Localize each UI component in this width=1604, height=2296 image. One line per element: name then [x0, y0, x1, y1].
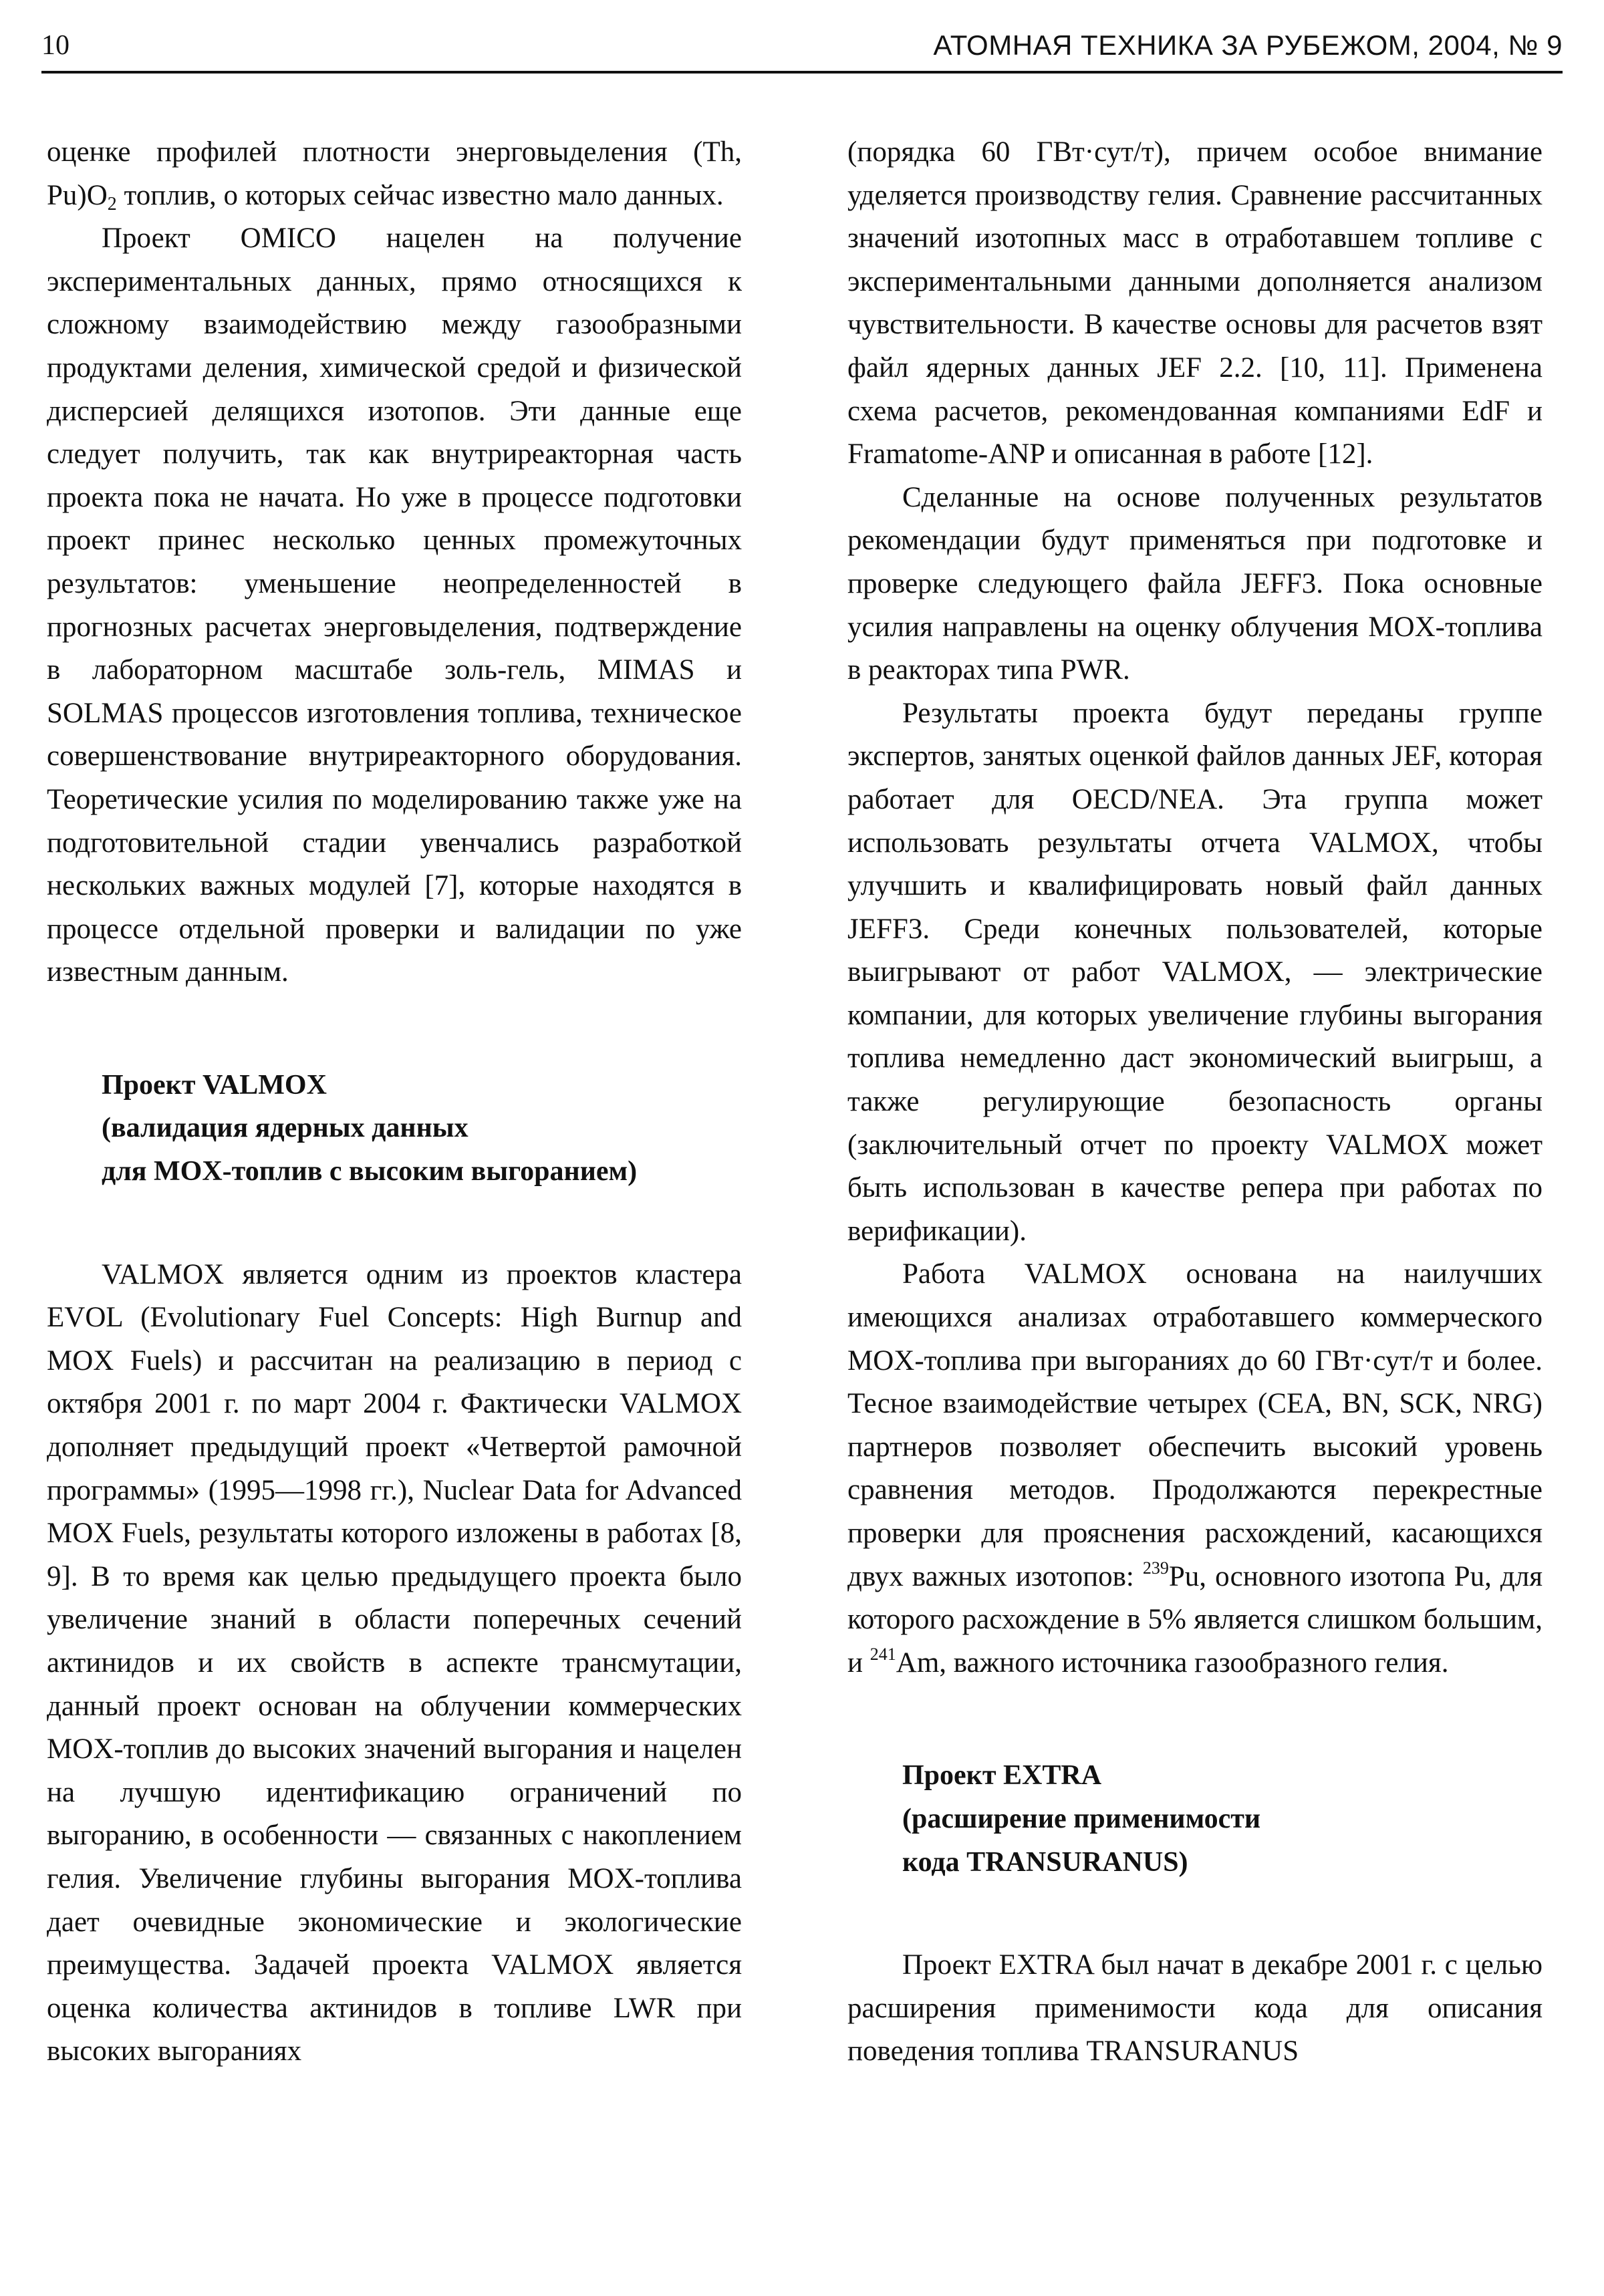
- text: Am, важного источника газообразного гелия.: [896, 1646, 1449, 1679]
- superscript: 239: [1142, 1558, 1169, 1578]
- paragraph-recommendations: Сделанные на основе полученных результатов рекомендации будут применяться при подготовке и проверке следующего файла JEFF3. Пока основные усилия направлены на оценку облучения MOX-топлива в реакторах типа PWR.: [847, 481, 1543, 686]
- heading-line: кода TRANSURANUS): [902, 1846, 1188, 1878]
- text: Pu, основного изотопа Pu, для которого расхождение в 5% является слишком большим, и: [847, 1560, 1543, 1679]
- spacer: [47, 994, 742, 1064]
- running-title: АТОМНАЯ ТЕХНИКА ЗА РУБЕЖОМ, 2004, № 9: [933, 29, 1563, 61]
- heading-line: (валидация ядерных данных: [102, 1113, 469, 1144]
- page-number: 10: [41, 30, 70, 61]
- text: топлив, о которых сейчас известно мало данных.: [116, 179, 724, 211]
- heading-line: (расширение применимости: [902, 1803, 1261, 1834]
- heading-line: для MOX-топлив с высоким выгоранием): [102, 1156, 638, 1187]
- paragraph-valmox-work: [847, 1253, 1543, 1685]
- superscript: 241: [870, 1644, 896, 1664]
- heading-line: Проект VALMOX: [102, 1069, 327, 1101]
- spacer: [847, 1884, 1543, 1944]
- paragraph-valmox-intro: VALMOX является одним из проектов кластера EVOL (Evolutionary Fuel Concepts: High Burnup and MOX Fuels) и рассчитан на реализацию в период с октября 2001 г. по март 2004 г. Фактически VALMOX дополняет предыдущий проект «Четвертой рамочной программы» (1995—1998 гг.), Nuclear Data for Advanced MOX Fuels, результаты которого изложены в работах [8, 9]. В то время как целью предыдущего проекта было увеличение знаний в области поперечных сечений актинидов и их свойств в аспекте трансмутации, данный проект основан на облучении коммерческих MOX-топлив до высоких значений выгорания и нацелен на лучшую идентификацию ограничений по выгоранию, в особенности — связанных с накоплением гелия. Увеличение глубины выгорания MOX-топлива дает очевидные экономические и экологические преимущества. Задачей проекта VALMOX является оценка количества актинидов в топливе LWR при высоких выгораниях: [47, 1258, 742, 2067]
- page-header: [41, 27, 1563, 74]
- paragraph-continuation: [47, 131, 742, 217]
- spacer: [47, 1193, 742, 1254]
- text: оценке профилей плотности энерговыделения (Th, Pu)O: [47, 136, 742, 211]
- paragraph-extra-intro: Проект EXTRA был начат в декабре 2001 г. с целью расширения применимости кода для описания поведения топлива TRANSURANUS: [847, 1949, 1543, 2067]
- left-column: [47, 131, 742, 2073]
- paragraph-continuation: (порядка 60 ГВт·сут/т), причем особое внимание уделяется производству гелия. Сравнение рассчитанных значений изотопных масс в отработавшем топливе с экспериментальными данными дополняется анализом чувствительности. В качестве основы для расчетов взят файл ядерных данных JEF 2.2. [10, 11]. Применена схема расчетов, рекомендованная компаниями EdF и Framatome-ANP и описанная в работе [12].: [847, 136, 1543, 470]
- section-heading-valmox: [47, 1064, 742, 1193]
- spacer: [847, 1685, 1543, 1754]
- text: Работа VALMOX основана на наилучших имеющихся анализах отработавшего коммерческого MOX-топлива при выгораниях до 60 ГВт·сут/т и более. Тесное взаимодействие четырех (CEA, BN, SCK, NRG) партнеров позволяет обеспечить высокий уровень сравнения методов. Продолжаются перекрестные проверки для прояснения расхождений, касающихся двух важных изотопов:: [847, 1258, 1543, 1592]
- right-column: [847, 131, 1543, 2073]
- subscript: 2: [107, 193, 117, 214]
- paragraph-results: Результаты проекта будут переданы группе экспертов, занятых оценкой файлов данных JEF, которая работает для OECD/NEA. Эта группа может использовать результаты отчета VALMOX, чтобы улучшить и квалифицировать новый файл данных JEFF3. Среди конечных пользователей, которые выигрывают от работ VALMOX, — электрические компании, для которых увеличение глубины выгорания топлива немедленно даст экономический выигрыш, а также регулирующие безопасность органы (заключительный отчет по проекту VALMOX может быть использован в качестве репера при работах по верификации).: [847, 697, 1543, 1247]
- heading-line: Проект EXTRA: [902, 1760, 1102, 1791]
- paragraph-omico: Проект OMICO нацелен на получение экспериментальных данных, прямо относящихся к сложному взаимодействию между газообразными продуктами деления, химической средой и физической дисперсией делящихся изотопов. Эти данные еще следует получить, так как внутриреакторная часть проекта пока не начата. Но уже в процессе подготовки проект принес несколько ценных промежуточных результатов: уменьшение неопределенностей в прогнозных расчетах энерговыделения, подтверждение в лабораторном масштабе золь-гель, MIMAS и SOLMAS процессов изготовления топлива, техническое совершенствование внутриреакторного оборудования. Теоретические усилия по моделированию также уже на подготовительной стадии увенчались разработкой нескольких важных модулей [7], которые находятся в процессе отдельной проверки и валидации по уже известным данным.: [47, 223, 742, 988]
- section-heading-extra: [847, 1754, 1543, 1884]
